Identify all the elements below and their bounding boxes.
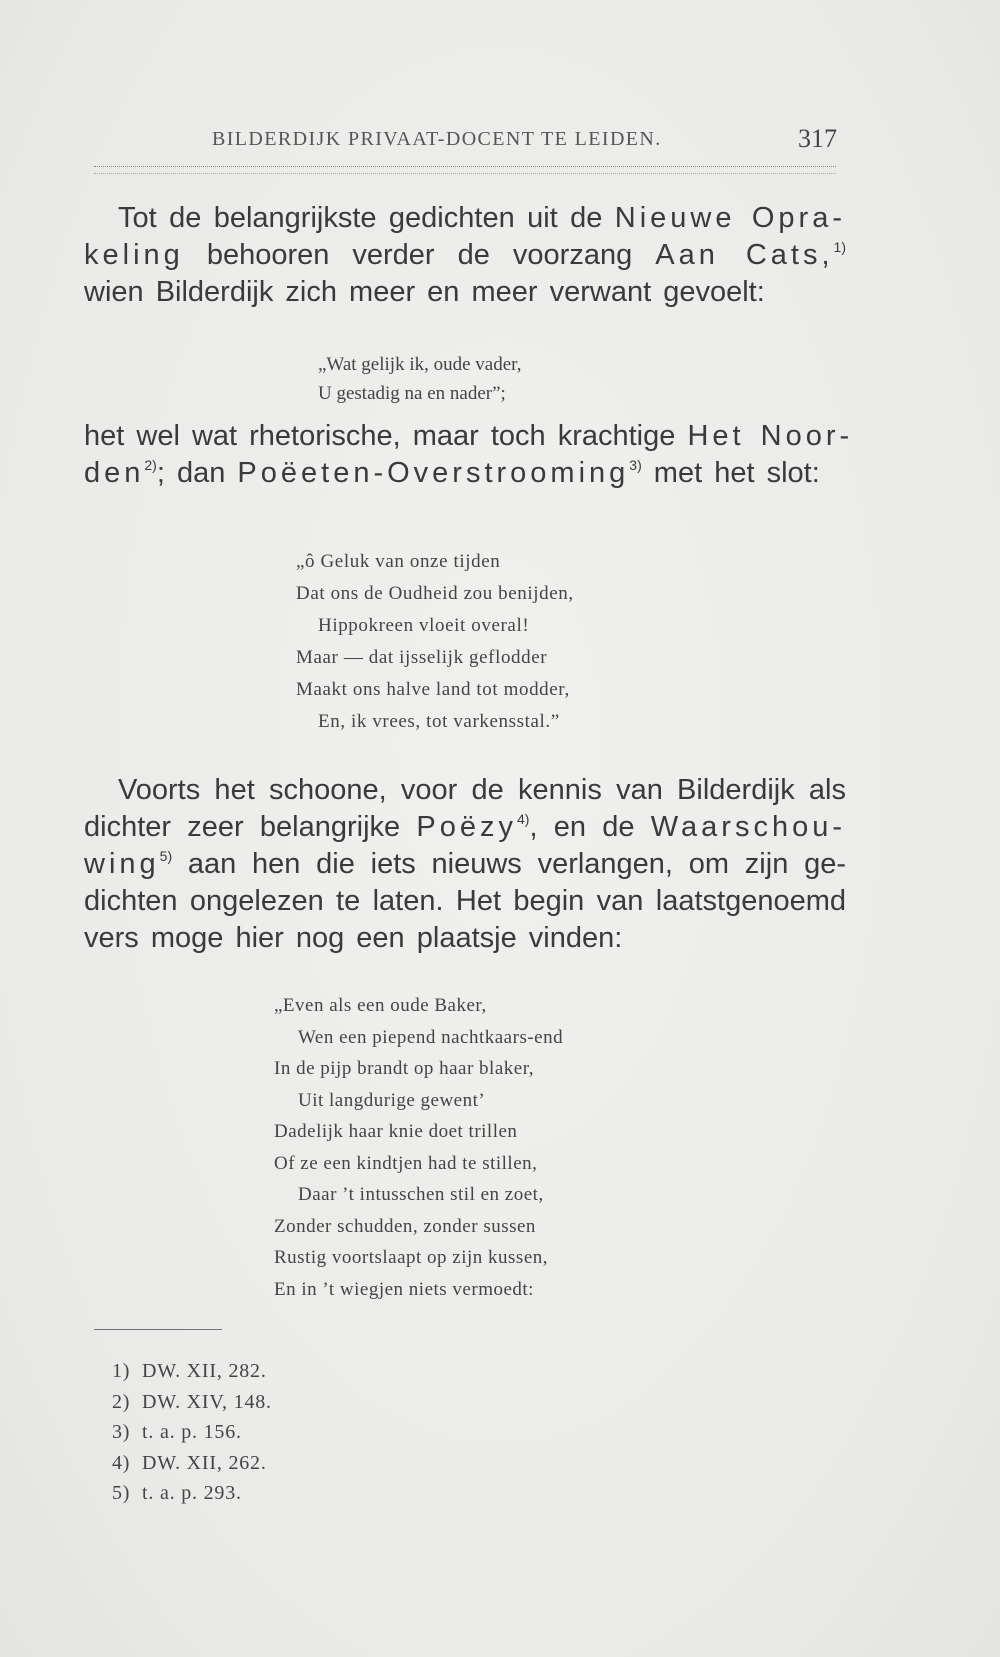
verse-line: Rustig voortslaapt op zijn kussen, — [274, 1247, 549, 1268]
footnote-text: DW. XII, 282. — [142, 1360, 267, 1382]
paragraph-3-line-4: dichten ongelezen te laten. Het begin van laatstgenoemd — [84, 885, 846, 917]
verse-line: Wen een piepend nachtkaars-end — [298, 1026, 564, 1048]
verse-line: Daar ’t intusschen stil en zoet, — [298, 1184, 544, 1205]
verse-line: In de pijp brandt op haar blaker, — [274, 1058, 535, 1079]
footnote-item — [112, 1478, 272, 1509]
footnote-ref-3[interactable]: 3) — [629, 457, 642, 473]
footnote-item — [112, 1387, 272, 1418]
text-segment: het wel wat rhetorische, maar toch krachtige — [84, 420, 676, 452]
spaced-title-het-noorden: Het Noor- — [687, 420, 854, 452]
verse-line: Maar — dat ijsselijk geflodder — [296, 647, 548, 668]
text-segment: Tot de belangrijkste gedichten uit de — [118, 202, 603, 234]
verse-line: U gestadig na en nader”; — [318, 383, 506, 404]
paragraph-3-line-1: Voorts het schoone, voor de kennis van Bilderdijk als — [118, 774, 846, 806]
paragraph-3 — [84, 772, 846, 957]
paragraph-3-line-3 — [84, 846, 846, 883]
verse-quote-3 — [274, 990, 563, 1305]
verse-line: Uit langdurige gewent’ — [298, 1089, 486, 1111]
text-segment: met het slot: — [653, 457, 820, 489]
spaced-title-waarschouwing: Waarschou- — [650, 811, 846, 843]
verse-quote-1 — [318, 350, 521, 408]
paragraph-1 — [84, 200, 846, 311]
running-title: BILDERDIJK PRIVAAT-DOCENT TE LEIDEN. — [212, 128, 662, 150]
verse-line: En, ik vrees, tot varkensstal.” — [318, 711, 560, 732]
footnote-mark: 5) — [112, 1482, 131, 1504]
footnote-item — [112, 1448, 272, 1479]
footnote-mark: 4) — [112, 1451, 131, 1474]
footnote-text: t. a. p. 293. — [142, 1482, 242, 1504]
footnote-divider — [94, 1329, 222, 1330]
header-divider — [94, 166, 836, 174]
verse-line: Of ze een kindtjen had te stillen, — [274, 1152, 538, 1174]
verse-line: En in ’t wiegjen niets vermoedt: — [274, 1278, 534, 1300]
paragraph-3-line-5: vers moge hier nog een plaatsje vinden: — [84, 922, 623, 954]
verse-line: Zonder schudden, zonder sussen — [274, 1215, 536, 1237]
paragraph-3-line-2 — [84, 809, 846, 846]
paragraph-1-line-3: wien Bilderdijk zich meer en meer verwant gevoelt: — [84, 276, 765, 308]
footnote-mark: 3) — [112, 1421, 131, 1443]
footnote-item — [112, 1356, 272, 1387]
footnote-item — [112, 1417, 272, 1448]
footnote-text: DW. XIV, 148. — [142, 1390, 272, 1413]
text-segment: , en de — [529, 811, 635, 843]
page-number: 317 — [798, 124, 837, 153]
text-segment: ; dan — [156, 457, 226, 489]
verse-line: Maakt ons halve land tot modder, — [296, 679, 570, 700]
paragraph-2-line-1 — [84, 418, 854, 455]
verse-line: „Even als een oude Baker, — [274, 995, 487, 1016]
spaced-title-aan-cats: Aan Cats, — [655, 239, 834, 271]
paragraph-2 — [84, 418, 854, 492]
footnotes-list — [112, 1356, 272, 1509]
verse-quote-2 — [296, 546, 574, 738]
paragraph-1-line-2 — [84, 237, 846, 274]
footnote-ref-2[interactable]: 2) — [144, 457, 157, 473]
spaced-title-poeeten-overstrooming: Poëeten-Overstrooming — [237, 457, 630, 489]
text-segment: dichter zeer belangrijke — [84, 811, 401, 843]
spaced-title-continued: wing — [84, 848, 160, 880]
verse-line: Dadelijk haar knie doet trillen — [274, 1121, 518, 1142]
verse-line: „Wat gelijk ik, oude vader, — [318, 354, 522, 375]
footnote-text: DW. XII, 262. — [142, 1451, 267, 1474]
spaced-title-continued: keling — [84, 239, 184, 271]
paragraph-2-line-2 — [84, 455, 846, 492]
footnote-ref-4[interactable]: 4) — [517, 811, 530, 827]
verse-line: Hippokreen vloeit overal! — [318, 615, 530, 636]
footnote-mark: 2) — [112, 1390, 131, 1413]
spaced-title-nieuwe-oprakeling: Nieuwe Opra- — [614, 202, 846, 234]
text-segment: aan hen die iets nieuws verlangen, om zijn ge- — [187, 848, 846, 880]
footnote-text: t. a. p. 156. — [142, 1421, 242, 1443]
footnote-mark: 1) — [112, 1360, 131, 1382]
footnote-ref-1[interactable]: 1) — [833, 239, 846, 255]
footnote-ref-5[interactable]: 5) — [159, 848, 173, 864]
spaced-title-poezy: Poëzy — [416, 811, 518, 843]
verse-line: Dat ons de Oudheid zou benijden, — [296, 583, 574, 604]
text-segment: behooren verder de voorzang — [206, 239, 633, 271]
verse-line: „ô Geluk van onze tijden — [296, 551, 501, 572]
paragraph-1-line-1 — [84, 200, 846, 237]
spaced-title-continued: den — [84, 457, 145, 489]
